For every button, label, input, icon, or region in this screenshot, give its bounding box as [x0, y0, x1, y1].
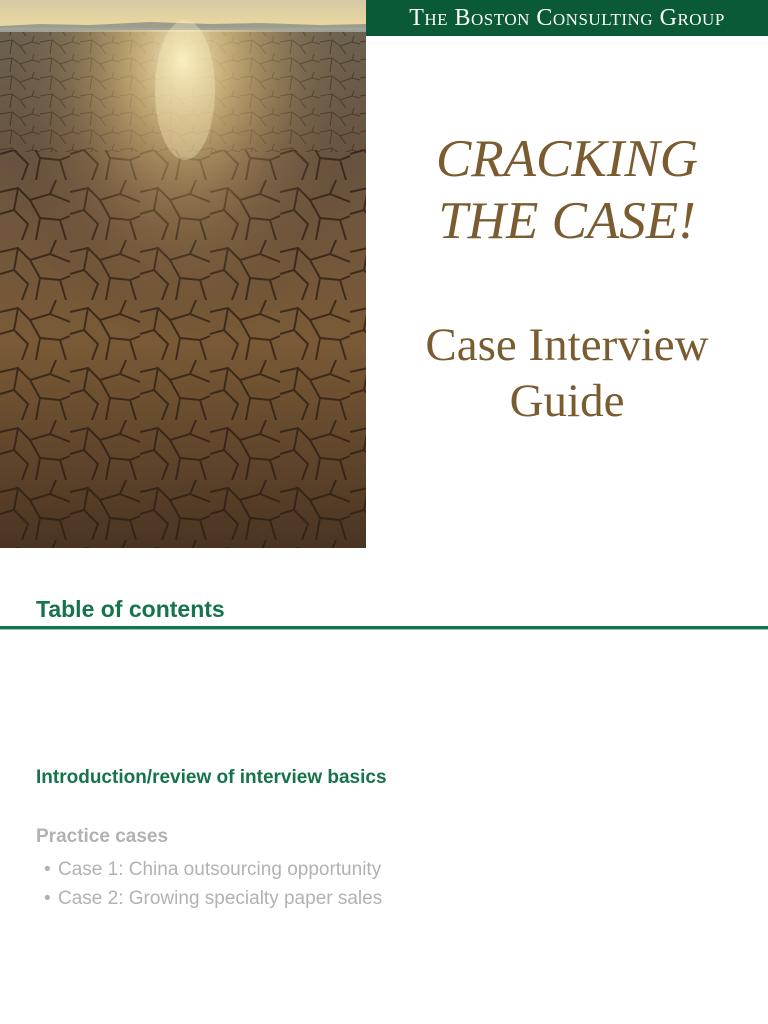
cover-photo [0, 0, 366, 548]
cracked-earth-image [0, 0, 366, 548]
toc-item-case-2[interactable] [44, 884, 382, 913]
bullet-icon: • [44, 859, 51, 880]
toc-divider [0, 626, 768, 630]
main-title-line-2: THE CASE! [438, 192, 696, 250]
subtitle-line-1: Case Interview [425, 319, 709, 371]
bullet-icon: • [44, 888, 51, 909]
toc-heading: Table of contents [36, 596, 225, 622]
subtitle [366, 317, 768, 429]
brand-name: The Boston Consulting Group [409, 5, 725, 31]
toc-section-practice-cases[interactable]: Practice cases [36, 826, 169, 847]
toc-item-case-1[interactable] [44, 855, 382, 884]
cover-title-block [366, 128, 768, 429]
main-title-line-1: CRACKING [435, 130, 699, 188]
toc-practice-case-list [44, 855, 382, 913]
main-title [366, 128, 768, 252]
toc-section-introduction[interactable]: Introduction/review of interview basics [36, 767, 387, 788]
toc-item-label: Case 2: Growing specialty paper sales [58, 888, 383, 909]
toc-item-label: Case 1: China outsourcing opportunity [58, 859, 382, 880]
subtitle-line-2: Guide [509, 375, 625, 427]
brand-banner [366, 0, 768, 36]
